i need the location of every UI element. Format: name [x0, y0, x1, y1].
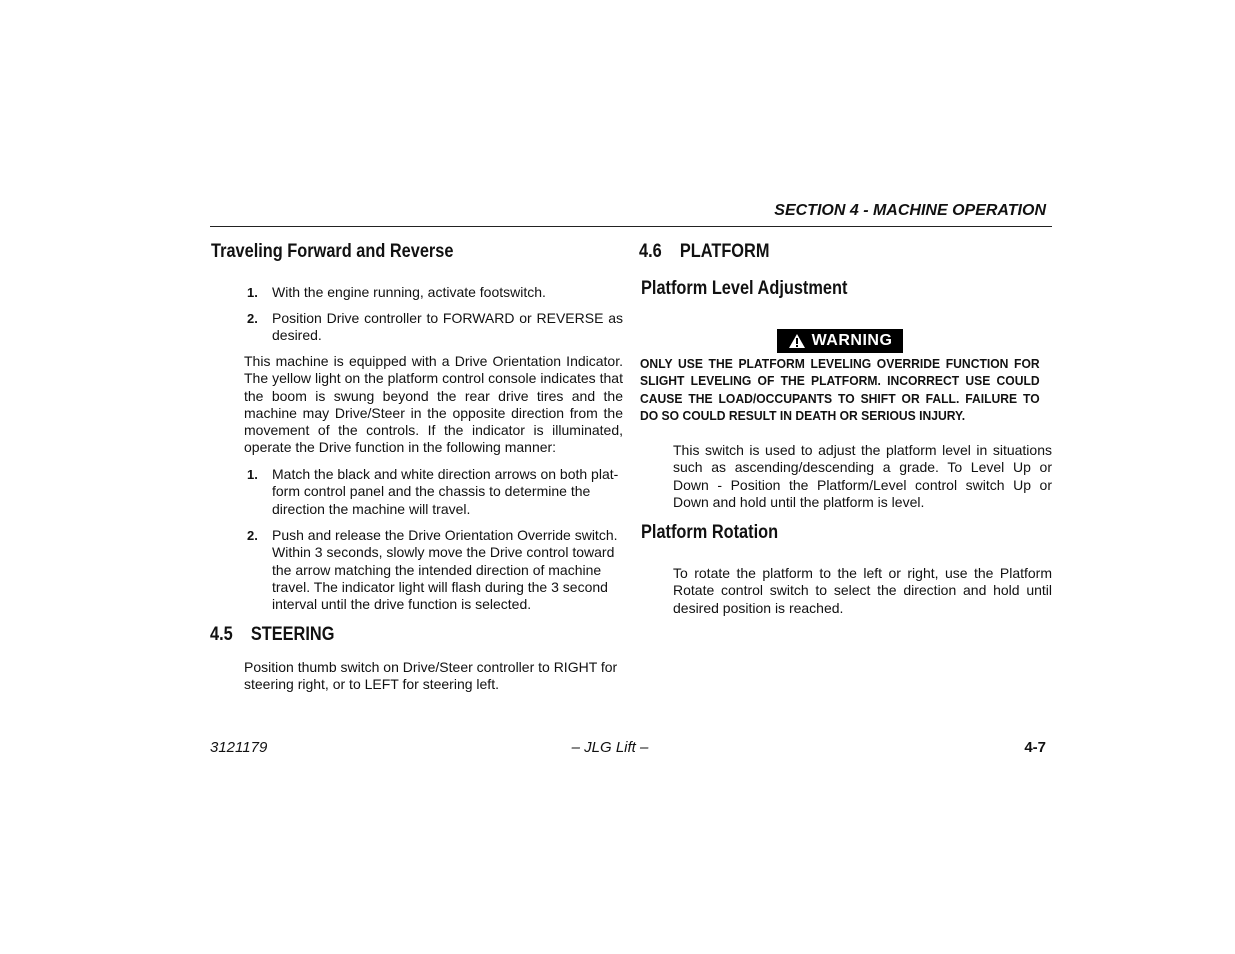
warning-badge: [777, 329, 903, 353]
orientation-step-2-number: 2.: [247, 528, 258, 543]
steering-heading: 4.5 STEERING: [210, 624, 335, 645]
footer-doc-number: 3121179: [210, 739, 268, 756]
orientation-paragraph: This machine is equipped with a Drive Orientation Indicator. The yellow light on the platform control console indicates that the boom is swung beyond the rear drive tires and the machine may Drive/Steer in the opposite direction from the movement of the controls. If the indicator is illuminated, operate the Drive function in the following manner:: [244, 353, 623, 456]
rotation-heading: Platform Rotation: [641, 522, 779, 543]
platform-heading: 4.6 PLATFORM: [639, 241, 770, 262]
header-rule: [210, 226, 1052, 227]
warning-label: WARNING: [811, 332, 893, 349]
warning-text: ONLY USE THE PLATFORM LEVELING OVERRIDE FUNCTION FOR SLIGHT LEVELING OF THE PLATFORM. INCORRECT USE COULD CAUSE THE LOAD/OCCUPANTS TO SHIFT OR FALL. FAILURE TO DO SO COULD RESULT IN DEATH OR SERIOUS INJURY.: [640, 357, 1040, 423]
traveling-step-1-number: 1.: [247, 285, 258, 300]
section-header: SECTION 4 - MACHINE OPERATION: [774, 202, 1046, 219]
rotation-paragraph: To rotate the platform to the left or right, use the Platform Rotate control switch to select the direction and hold until desired position is reached.: [673, 565, 1052, 616]
footer-publisher: – JLG Lift –: [571, 739, 649, 756]
traveling-heading: Traveling Forward and Reverse: [211, 241, 454, 262]
level-paragraph: This switch is used to adjust the platform level in situations such as ascending/descending a grade. To Level Up or Down - Position the Platform/Level control switch Up or Down and hold until the platform is level.: [673, 442, 1052, 510]
level-adjustment-heading: Platform Level Adjustment: [641, 278, 848, 299]
orientation-step-1-text: Match the black and white direction arrows on both plat-form control panel and the chassis to determine the direction the machine will travel.: [272, 466, 619, 517]
orientation-step-2-text: Push and release the Drive Orientation Override switch. Within 3 seconds, slowly move the Drive control toward the arrow matching the intended direction of machine travel. The indicator light will flash during the 3 second interval until the drive function is selected.: [272, 527, 618, 613]
steering-paragraph: Position thumb switch on Drive/Steer controller to RIGHT for steering right, or to LEFT for steering left.: [244, 659, 618, 693]
orientation-step-1-number: 1.: [247, 467, 258, 482]
traveling-step-2-number: 2.: [247, 311, 258, 326]
traveling-step-1-text: With the engine running, activate footswitch.: [272, 284, 546, 300]
warning-triangle-icon: [788, 333, 806, 349]
footer-page-number: 4-7: [1024, 739, 1046, 756]
traveling-step-2-text: Position Drive controller to FORWARD or REVERSE as desired.: [272, 310, 623, 344]
